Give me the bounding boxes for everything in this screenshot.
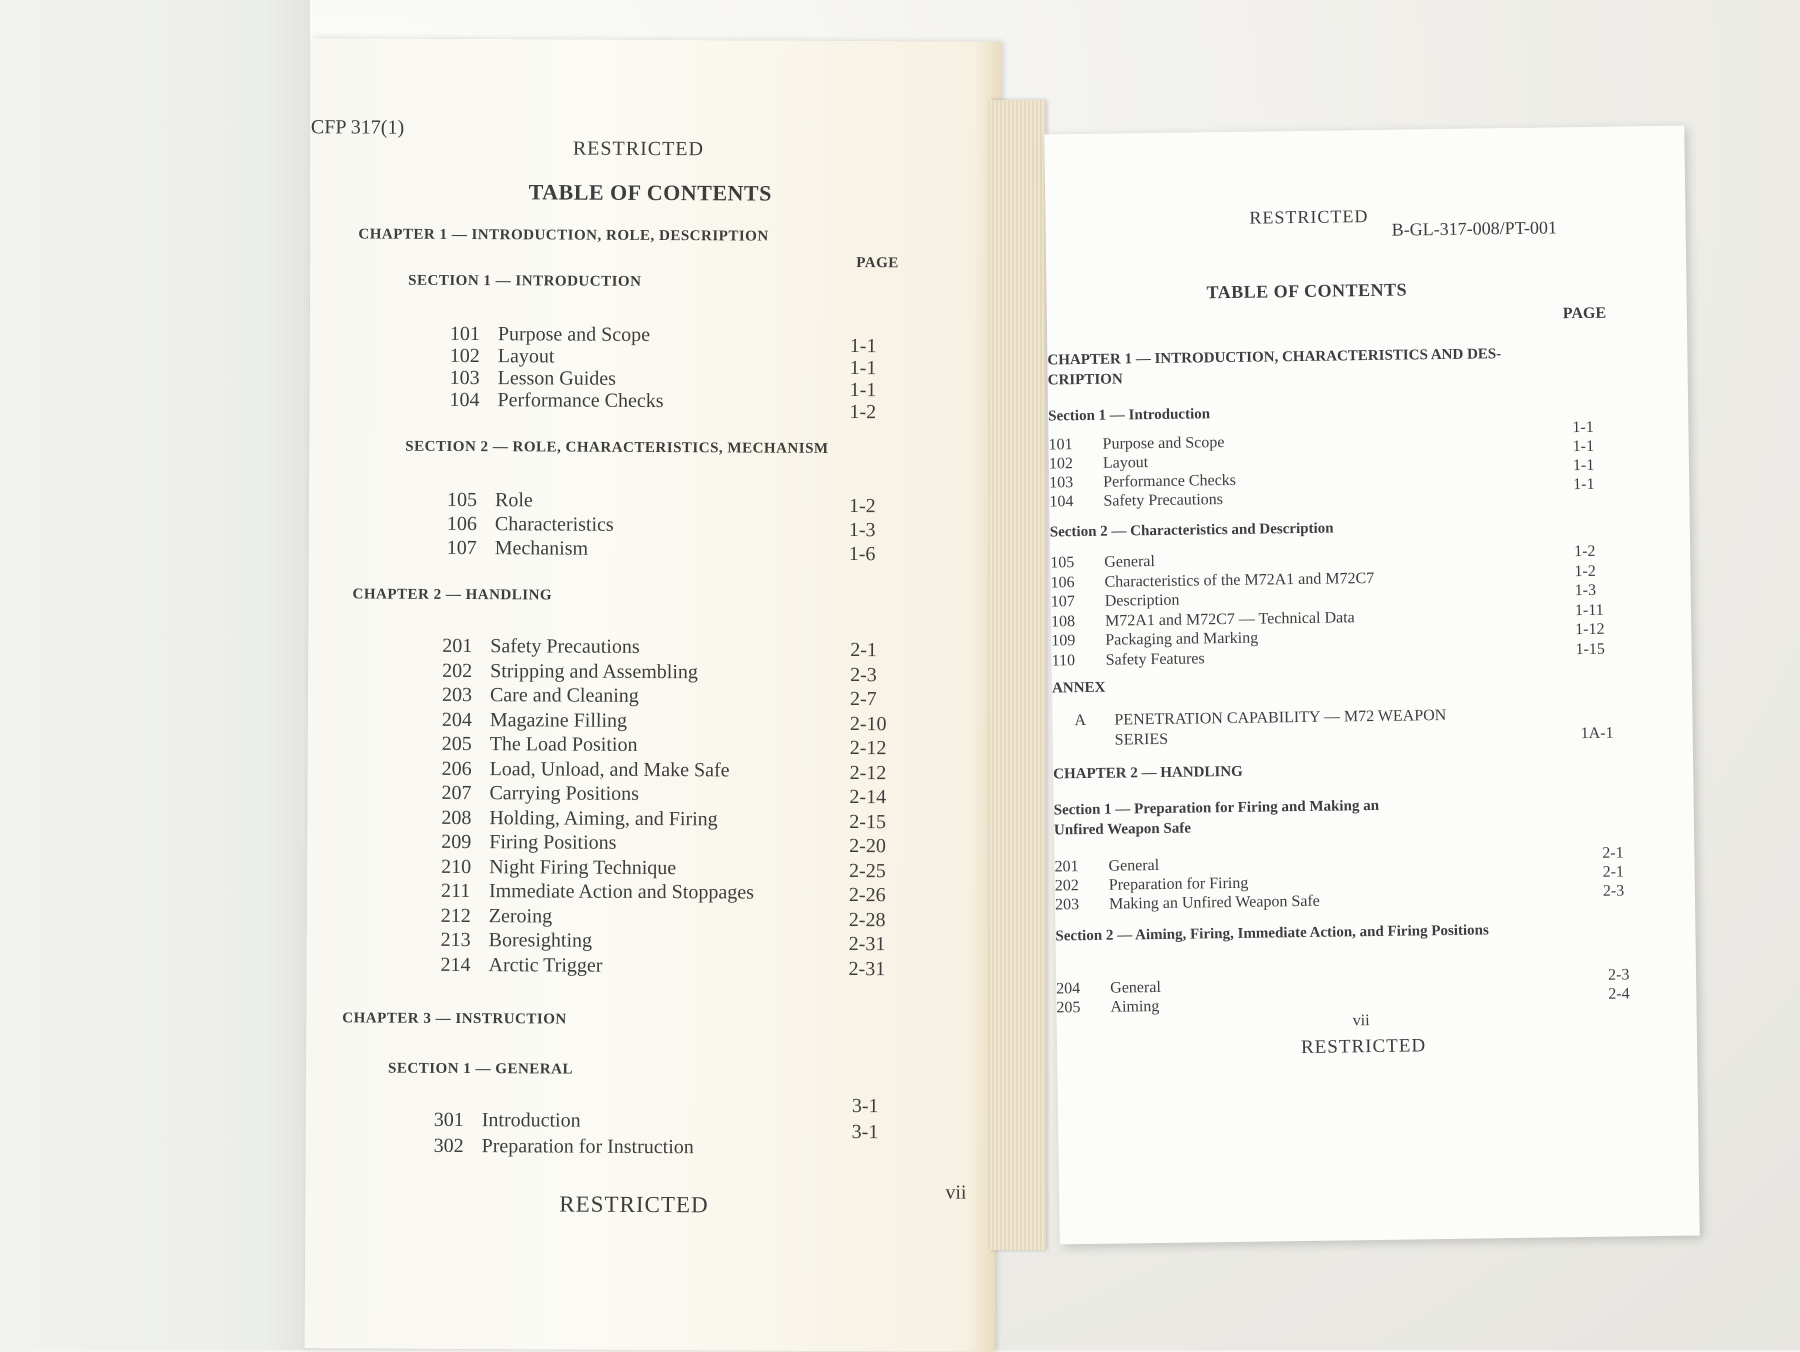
page-footer: RESTRICTED (559, 1191, 709, 1218)
toc-entry-number: 107 (446, 536, 477, 560)
toc-entry (1054, 857, 1159, 876)
toc-entry-title: Care and Cleaning (489, 684, 639, 707)
toc-entry-number: 211 (440, 879, 471, 903)
toc-entry (1051, 609, 1355, 631)
toc-entry-title: Zeroing (488, 904, 553, 927)
annex-heading: ANNEX (1051, 679, 1106, 697)
toc-entry-page: 2-1 (850, 639, 877, 662)
section-heading-cont: Unfired Weapon Safe (1053, 820, 1192, 839)
toc-entry (1049, 472, 1236, 493)
toc-entry (441, 782, 639, 806)
toc-entry-title: Preparation for Firing (1108, 874, 1249, 894)
toc-entry-page: 1-3 (1574, 581, 1597, 600)
toc-entry-title: Stripping and Assembling (490, 659, 698, 683)
toc-entry-title: Aiming (1110, 998, 1160, 1016)
toc-entry (442, 708, 627, 732)
annex-letter: A (1074, 711, 1087, 730)
toc-entry (1050, 553, 1155, 572)
chapter-heading: CHAPTER 1 — INTRODUCTION, ROLE, DESCRIPTION (358, 226, 769, 245)
doc-code: B-GL-317-008/PT-001 (1391, 217, 1558, 240)
toc-entry-page: 2-12 (849, 761, 887, 784)
page-title: TABLE OF CONTENTS (1206, 279, 1408, 303)
annex-title-cont: SERIES (1114, 730, 1169, 749)
toc-entry-number: 212 (440, 904, 471, 927)
toc-entry-number: 209 (441, 830, 472, 854)
toc-entry (1051, 630, 1258, 651)
toc-entry-number: 302 (433, 1134, 464, 1158)
toc-entry (441, 929, 592, 953)
right-book-page (1044, 126, 1699, 1245)
toc-entry-title: Safety Precautions (490, 635, 640, 658)
toc-entry (1052, 650, 1205, 670)
toc-entry-page: 1-2 (849, 401, 877, 424)
page-column-label: PAGE (856, 255, 899, 272)
toc-entry-number: 106 (1050, 573, 1075, 591)
toc-entry-title: Performance Checks (497, 389, 664, 413)
toc-entry-page: 2-26 (848, 884, 886, 907)
toc-entry (434, 1135, 694, 1159)
page-column-label: PAGE (1562, 304, 1607, 323)
toc-entry-number: 102 (1048, 455, 1073, 473)
toc-entry-number: 105 (1050, 554, 1075, 572)
toc-entry-number: 105 (446, 488, 478, 512)
toc-entry-title: Purpose and Scope (497, 323, 651, 346)
toc-entry-page: 1-6 (848, 543, 876, 566)
toc-entry-number: 301 (433, 1108, 464, 1132)
toc-entry-number: 210 (441, 855, 472, 878)
doc-code: CFP 317(1) (310, 116, 405, 139)
toc-entry-page: 2-7 (849, 688, 877, 711)
toc-entry-number: 103 (449, 366, 480, 390)
toc-entry-page: 2-31 (848, 933, 886, 956)
toc-entry-page: 2-12 (849, 737, 887, 760)
toc-entry (442, 635, 640, 659)
toc-entry-title: General (1108, 856, 1160, 875)
toc-entry (441, 806, 717, 830)
toc-entry-title: Layout (1102, 454, 1149, 472)
toc-entry (449, 389, 663, 413)
toc-entry-number: 206 (441, 757, 472, 780)
underlying-page (0, 0, 310, 1350)
annex-title: PENETRATION CAPABILITY — M72 WEAPON (1114, 706, 1447, 729)
toc-entry-page: 1-11 (1574, 601, 1604, 619)
toc-entry (441, 831, 616, 855)
toc-entry-title: Mechanism (494, 537, 589, 560)
toc-entry (442, 733, 638, 757)
toc-entry-title: Immediate Action and Stoppages (488, 880, 754, 904)
toc-entry (1055, 893, 1320, 915)
toc-entry (442, 757, 730, 782)
toc-entry-page: 1-1 (1572, 418, 1594, 437)
toc-entry-number: 205 (441, 732, 472, 756)
toc-entry-title: Magazine Filling (489, 708, 628, 732)
toc-entry (1055, 875, 1249, 896)
toc-entry-title: Role (494, 489, 533, 512)
toc-entry-title: Carrying Positions (489, 782, 639, 805)
toc-entry-number: 208 (441, 806, 472, 829)
toc-entry-number: 205 (1056, 999, 1081, 1017)
toc-entry (450, 345, 555, 369)
toc-entry-title: Performance Checks (1103, 471, 1237, 491)
toc-entry-number: 110 (1051, 651, 1076, 669)
toc-entry-title: General (1110, 978, 1161, 997)
section-heading: Section 2 — Characteristics and Description (1049, 520, 1334, 541)
toc-entry-page: 1-2 (1574, 542, 1596, 561)
toc-entry-number: 104 (449, 388, 480, 412)
toc-entry-number: 103 (1049, 474, 1074, 492)
page-number: vii (945, 1181, 967, 1204)
toc-entry (441, 953, 603, 977)
toc-entry-page: 1-12 (1575, 620, 1605, 639)
toc-entry-page: 2-15 (849, 810, 887, 833)
toc-entry-title: Characteristics (494, 513, 614, 536)
page-edge (990, 100, 1046, 1250)
section-heading: Section 1 — Preparation for Firing and Making an (1053, 797, 1380, 819)
toc-entry-page: 2-3 (1607, 966, 1630, 984)
toc-entry-number: 213 (440, 928, 471, 952)
section-heading: SECTION 2 — ROLE, CHARACTERISTICS, MECHANISM (405, 438, 829, 457)
section-heading: SECTION 1 — INTRODUCTION (408, 272, 642, 290)
toc-entry-number: 201 (1054, 858, 1079, 876)
toc-entry (1048, 434, 1224, 454)
toc-entry-number: 204 (1056, 980, 1081, 998)
toc-entry (434, 1109, 581, 1133)
toc-entry-number: 102 (449, 344, 480, 368)
toc-entry (1050, 569, 1374, 592)
toc-entry-number: 204 (441, 708, 472, 731)
toc-entry (441, 880, 754, 905)
toc-entry-page: 2-1 (1602, 844, 1624, 862)
toc-entry-page: 1-1 (1573, 475, 1595, 494)
page-header: RESTRICTED (1249, 206, 1369, 228)
toc-entry-title: Safety Features (1105, 649, 1205, 669)
toc-entry-title: Lesson Guides (497, 367, 617, 390)
section-heading: Section 1 — Introduction (1048, 406, 1211, 425)
toc-entry-page: 2-14 (849, 786, 887, 809)
toc-entry-page: 3-1 (851, 1121, 879, 1144)
chapter-heading: CHAPTER 2 — HANDLING (352, 586, 553, 604)
toc-entry-title: Making an Unfired Weapon Safe (1108, 892, 1320, 913)
toc-entry-number: 107 (1050, 593, 1075, 611)
toc-entry-number: 203 (1054, 896, 1080, 914)
toc-entry-number: 101 (1048, 436, 1073, 454)
toc-entry (447, 537, 588, 561)
toc-entry (450, 367, 616, 391)
toc-entry-title: Packaging and Marking (1105, 629, 1259, 649)
toc-entry-title: Purpose and Scope (1102, 434, 1225, 453)
toc-entry-title: Load, Unload, and Make Safe (489, 757, 730, 781)
toc-entry-title: M72A1 and M72C7 — Technical Data (1104, 608, 1355, 630)
left-book-page (305, 38, 1002, 1352)
section-heading: SECTION 1 — GENERAL (387, 1060, 574, 1078)
toc-entry-page: 1-1 (849, 357, 877, 380)
toc-entry-title: Boresighting (488, 929, 593, 952)
toc-entry (1051, 592, 1180, 612)
toc-entry (450, 323, 650, 347)
toc-entry-title: Preparation for Instruction (481, 1135, 694, 1159)
toc-entry-page: 2-31 (848, 957, 886, 980)
toc-entry-number: 207 (441, 781, 472, 805)
toc-entry-title: Night Firing Technique (489, 855, 677, 879)
toc-entry-number: 202 (442, 659, 473, 682)
toc-entry-page: 3-1 (851, 1095, 879, 1118)
toc-entry (442, 659, 698, 683)
chapter-heading-cont: CRIPTION (1047, 371, 1123, 389)
toc-entry-title: Characteristics of the M72A1 and M72C7 (1104, 569, 1375, 591)
section-heading: Section 2 — Aiming, Firing, Immediate Action, and Firing Positions (1055, 922, 1489, 945)
page-footer: RESTRICTED (1300, 1035, 1427, 1059)
toc-entry (1049, 491, 1223, 511)
chapter-heading: CHAPTER 1 — INTRODUCTION, CHARACTERISTICS AND DES- (1047, 346, 1502, 369)
toc-entry-page: 1-1 (1572, 437, 1595, 456)
page-number: vii (1352, 1012, 1370, 1030)
toc-entry-page: 2-4 (1608, 985, 1630, 1003)
toc-entry-title: Safety Precautions (1103, 491, 1224, 510)
toc-entry-title: The Load Position (489, 733, 638, 756)
toc-entry-number: 203 (441, 683, 473, 707)
toc-entry-page: 2-10 (849, 712, 887, 735)
toc-entry-number: 101 (449, 322, 480, 346)
toc-entry-page: 1-1 (1572, 456, 1595, 475)
toc-entry (1049, 454, 1149, 473)
toc-entry-page: 2-28 (848, 908, 886, 931)
page-title: TABLE OF CONTENTS (528, 179, 772, 206)
toc-entry-page: 1-3 (848, 519, 876, 542)
toc-entry (447, 513, 614, 537)
annex-page: 1A-1 (1580, 724, 1614, 743)
toc-entry-title: Introduction (481, 1109, 581, 1132)
toc-entry (442, 684, 639, 708)
toc-entry-title: Holding, Aiming, and Firing (489, 806, 718, 830)
toc-entry-page: 2-1 (1602, 863, 1625, 881)
toc-entry-number: 106 (446, 512, 477, 536)
toc-entry (441, 855, 676, 879)
toc-entry-number: 214 (440, 953, 471, 976)
toc-entry-number: 104 (1049, 493, 1074, 511)
toc-entry-title: Description (1104, 591, 1180, 610)
toc-entry-page: 1-15 (1575, 640, 1605, 658)
toc-entry (1056, 979, 1161, 998)
toc-entry-page: 1-2 (1574, 562, 1596, 580)
toc-entry-page: 1-1 (849, 335, 877, 358)
toc-entry-title: Firing Positions (489, 831, 617, 854)
toc-entry-title: General (1104, 553, 1156, 571)
page-header: RESTRICTED (572, 137, 705, 161)
toc-entry-number: 108 (1050, 612, 1076, 630)
toc-entry-page: 1-2 (848, 495, 876, 518)
chapter-heading: CHAPTER 2 — HANDLING (1053, 763, 1243, 783)
toc-entry (1056, 998, 1159, 1017)
toc-entry-page: 2-25 (849, 859, 886, 882)
toc-entry-page: 2-3 (850, 663, 877, 686)
toc-entry-number: 202 (1054, 877, 1079, 895)
toc-entry-page: 2-20 (849, 835, 886, 858)
toc-entry (447, 489, 533, 512)
toc-entry-title: Layout (497, 345, 555, 368)
chapter-heading: CHAPTER 3 — INSTRUCTION (342, 1010, 567, 1028)
toc-entry-page: 2-3 (1602, 882, 1625, 900)
toc-entry-number: 201 (442, 634, 473, 658)
toc-entry-number: 109 (1051, 632, 1076, 650)
toc-entry-title: Arctic Trigger (488, 953, 603, 977)
toc-entry (441, 904, 552, 928)
toc-entry-page: 1-1 (849, 379, 877, 402)
